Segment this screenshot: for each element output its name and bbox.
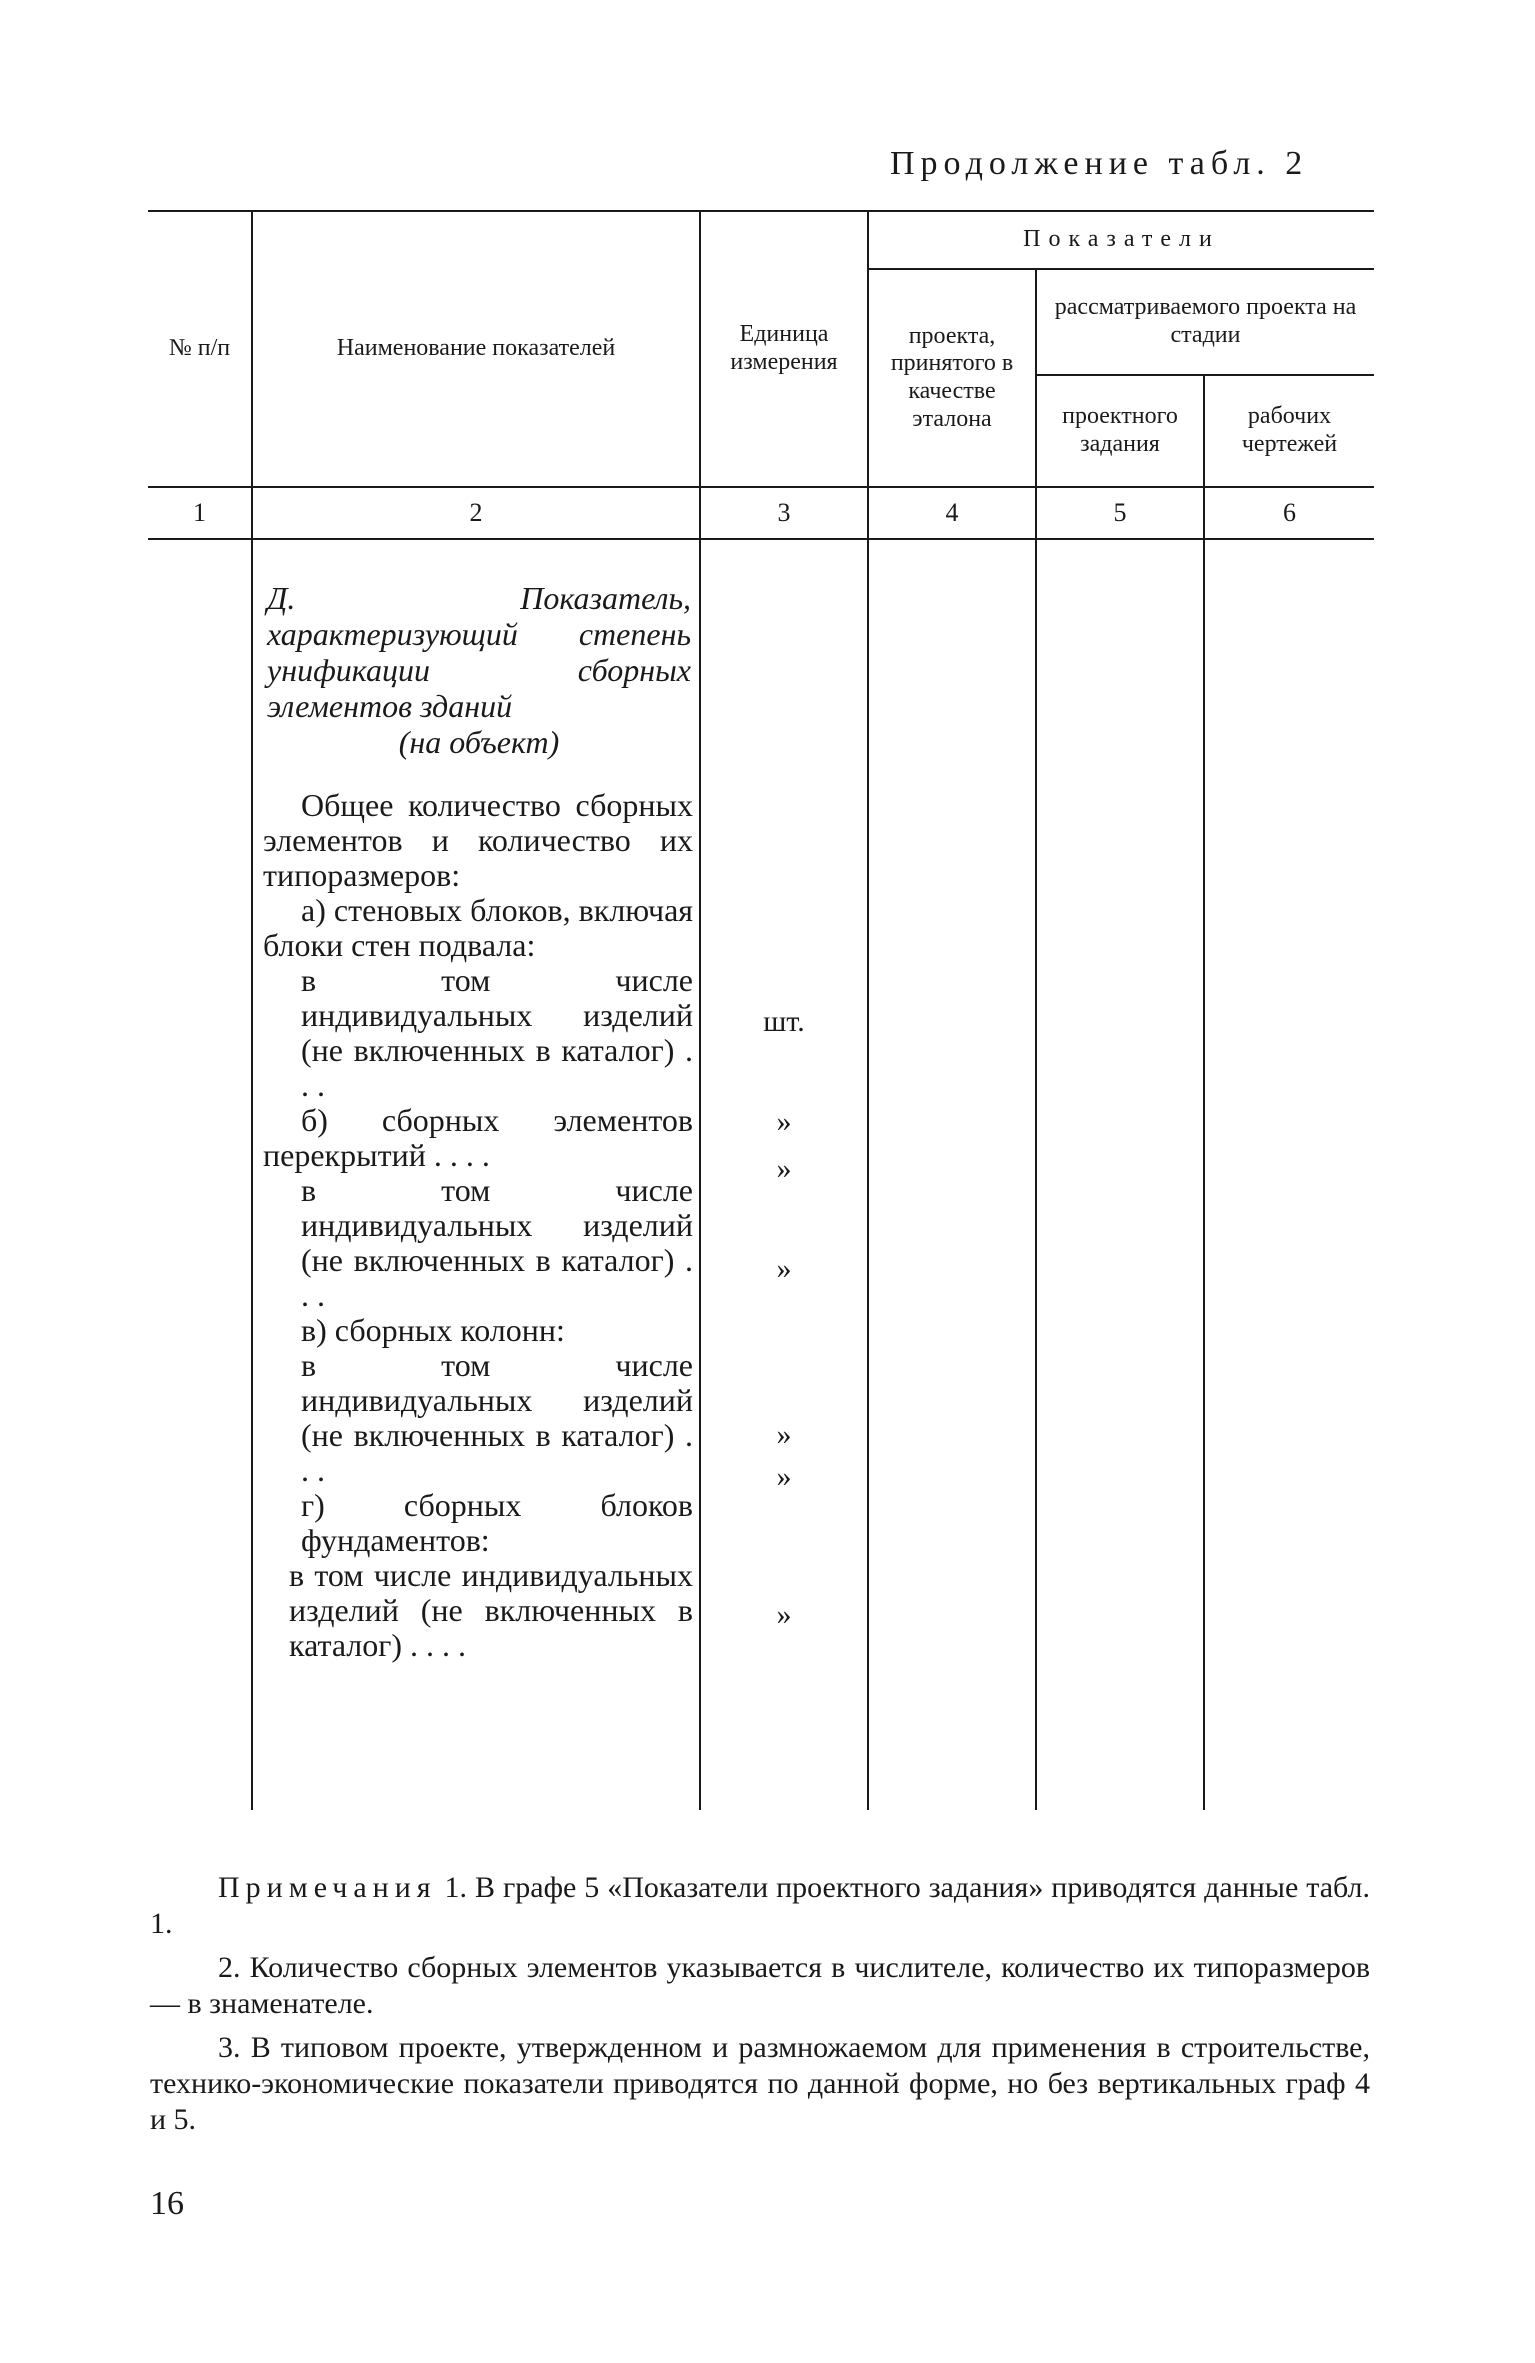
column-number-5: 5 [1036, 487, 1204, 539]
column-number-3: 3 [700, 487, 868, 539]
column-number-1: 1 [148, 487, 252, 539]
header-stage-design-assignment: проектного задания [1036, 375, 1204, 487]
unit-row-b: » [776, 1152, 792, 1185]
note-3: 3. В типовом проекте, утвержденном и размножаемом для применения в строительстве, технико-экономические показатели приводятся по данной форме, но без вертикальных граф 4 и 5. [150, 2031, 1370, 2136]
header-indicators-group: Показатели [868, 211, 1374, 269]
table-continuation-heading: Продолжение табл. 2 [890, 145, 1309, 182]
header-etalon-project: проекта, принятого в качестве эталона [868, 269, 1036, 487]
unit-row-b-individual: » [776, 1252, 792, 1285]
note-1 [150, 1870, 1370, 1942]
header-considered-project: рассматриваемого проекта на стадии [1036, 269, 1374, 375]
header-number: № п/п [148, 211, 252, 487]
header-unit: Единица измерения [700, 211, 868, 487]
notes-section [150, 1870, 1370, 2146]
unit-row-a-individual: » [776, 1105, 792, 1138]
section-title-main: Д. Показатель, характеризующий степень унификации сборных элементов зданий [267, 580, 691, 724]
body-indicator-cell [252, 539, 700, 1810]
body-drawings-stage-cell [1204, 539, 1374, 1810]
section-title-scope: (на объект) [398, 724, 560, 760]
notes-lead: Примечания [218, 1871, 437, 1904]
unit-row-d: » [776, 1460, 792, 1493]
header-stage-working-drawings: рабочих чертежей [1204, 375, 1374, 487]
section-title [253, 540, 699, 788]
note-2: 2. Количество сборных элементов указывается в числителе, количество их типоразмеров — в знаменателе. [150, 1951, 1370, 2020]
column-number-2: 2 [252, 487, 700, 539]
row-b-floor-elements: б) сборных элементов перекрытий . . . . [263, 1102, 693, 1173]
unit-row-a: шт. [763, 1005, 805, 1038]
column-number-4: 4 [868, 487, 1036, 539]
body-number-cell [148, 539, 252, 1810]
note-1-text: 1. В графе 5 «Показатели проектного задания» приводятся данные табл. 1. [150, 1871, 1370, 1940]
intro-text: Общее количество сборных элементов и количество их типоразмеров: [263, 787, 693, 893]
unit-row-c-individual: » [776, 1418, 792, 1451]
header-indicator-name: Наименование показателей [252, 211, 700, 487]
indicators-table [148, 210, 1374, 1810]
row-a-wall-blocks: а) стеновых блоков, включая блоки стен подвала: [263, 892, 693, 963]
row-a-individual: в том числе индивидуальных изделий (не включенных в каталог) . . . [301, 962, 693, 1103]
body-unit-cell [700, 539, 868, 1810]
page-number: 16 [150, 2185, 184, 2222]
row-c-individual: в том числе индивидуальных изделий (не включенных в каталог) . . . [301, 1347, 693, 1488]
row-c-columns: в) сборных колонн: [301, 1312, 565, 1348]
body-design-stage-cell [1036, 539, 1204, 1810]
unit-row-d-individual: » [776, 1598, 792, 1631]
column-number-6: 6 [1204, 487, 1374, 539]
row-b-individual: в том числе индивидуальных изделий (не включенных в каталог) . . . [301, 1172, 693, 1313]
row-d-foundation-blocks: г) сборных блоков фундаментов: [301, 1487, 693, 1558]
row-d-individual: в том числе индивидуальных изделий (не включенных в каталог) . . . . [289, 1557, 693, 1663]
body-etalon-cell [868, 539, 1036, 1810]
